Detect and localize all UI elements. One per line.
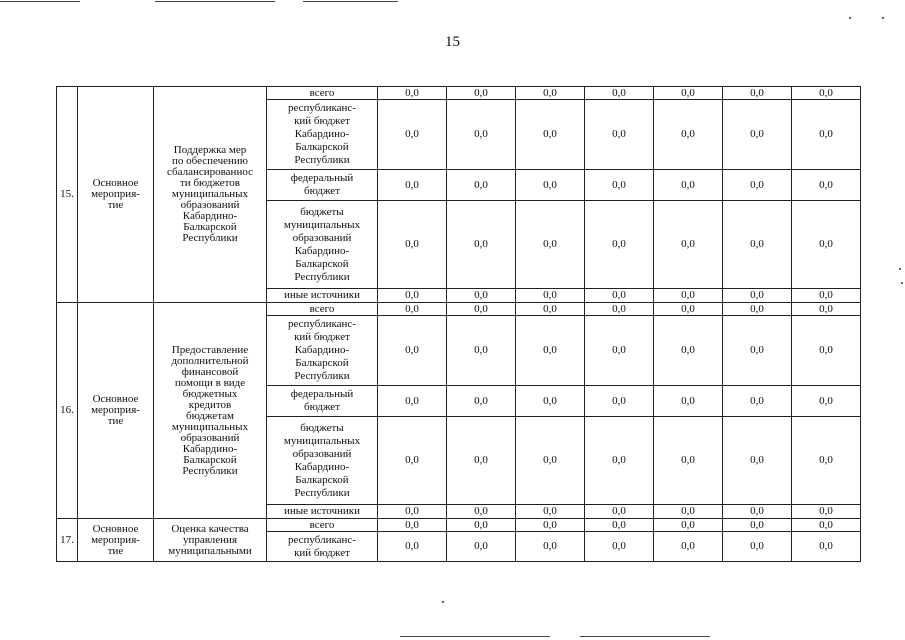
- funding-value: 0,0: [447, 201, 516, 289]
- funding-source: республиканс- кий бюджет Кабардино- Балкарской Республики: [267, 316, 378, 386]
- funding-value: 0,0: [654, 87, 723, 100]
- activity-type: Основное мероприя- тие: [78, 87, 154, 303]
- funding-value: 0,0: [378, 386, 447, 417]
- funding-value: 0,0: [378, 87, 447, 100]
- funding-source: всего: [267, 87, 378, 100]
- page-number: 15: [445, 34, 460, 50]
- funding-value: 0,0: [723, 532, 792, 562]
- scan-line-top-left: [0, 1, 80, 2]
- funding-value: 0,0: [516, 505, 585, 519]
- funding-value: 0,0: [447, 170, 516, 201]
- funding-value: 0,0: [447, 505, 516, 519]
- funding-value: 0,0: [378, 519, 447, 532]
- funding-value: 0,0: [723, 417, 792, 505]
- funding-value: 0,0: [516, 303, 585, 316]
- funding-value: 0,0: [723, 289, 792, 303]
- funding-value: 0,0: [792, 532, 861, 562]
- funding-value: 0,0: [654, 100, 723, 170]
- funding-value: 0,0: [585, 316, 654, 386]
- funding-value: 0,0: [585, 519, 654, 532]
- activity-name: Поддержка мер по обеспечению сбалансированнос ти бюджетов муниципальных образований Кабардино- Балкарской Республики: [154, 87, 267, 303]
- budget-table: [56, 86, 861, 562]
- funding-value: 0,0: [585, 417, 654, 505]
- funding-value: 0,0: [378, 100, 447, 170]
- funding-value: 0,0: [792, 519, 861, 532]
- table-row: [57, 303, 861, 316]
- scan-line-top-mid: [155, 1, 275, 2]
- funding-value: 0,0: [378, 417, 447, 505]
- funding-value: 0,0: [723, 87, 792, 100]
- funding-value: 0,0: [516, 316, 585, 386]
- funding-value: 0,0: [585, 532, 654, 562]
- funding-value: 0,0: [378, 303, 447, 316]
- funding-value: 0,0: [723, 519, 792, 532]
- row-number: 16.: [57, 303, 78, 519]
- funding-value: 0,0: [516, 100, 585, 170]
- activity-type: Основное мероприя- тие: [78, 519, 154, 562]
- funding-value: 0,0: [516, 170, 585, 201]
- funding-value: 0,0: [516, 289, 585, 303]
- row-number: 15.: [57, 87, 78, 303]
- funding-value: 0,0: [378, 201, 447, 289]
- activity-type: Основное мероприя- тие: [78, 303, 154, 519]
- funding-value: 0,0: [654, 505, 723, 519]
- funding-source: бюджеты муниципальных образований Кабардино- Балкарской Республики: [267, 417, 378, 505]
- funding-source: республиканс- кий бюджет: [267, 532, 378, 562]
- funding-source: бюджеты муниципальных образований Кабардино- Балкарской Республики: [267, 201, 378, 289]
- funding-value: 0,0: [792, 87, 861, 100]
- scan-dot: [901, 282, 903, 284]
- funding-value: 0,0: [723, 303, 792, 316]
- funding-value: 0,0: [585, 505, 654, 519]
- funding-value: 0,0: [516, 417, 585, 505]
- funding-value: 0,0: [585, 201, 654, 289]
- funding-value: 0,0: [792, 505, 861, 519]
- funding-value: 0,0: [585, 386, 654, 417]
- funding-value: 0,0: [447, 87, 516, 100]
- funding-value: 0,0: [792, 386, 861, 417]
- table-row: [57, 87, 861, 100]
- funding-value: 0,0: [378, 532, 447, 562]
- scan-dot: [899, 268, 901, 270]
- funding-value: 0,0: [447, 100, 516, 170]
- funding-value: 0,0: [792, 289, 861, 303]
- funding-value: 0,0: [585, 289, 654, 303]
- funding-value: 0,0: [378, 505, 447, 519]
- funding-value: 0,0: [654, 417, 723, 505]
- funding-value: 0,0: [792, 170, 861, 201]
- scan-line-top-right: [303, 1, 398, 2]
- funding-value: 0,0: [378, 316, 447, 386]
- funding-value: 0,0: [654, 170, 723, 201]
- funding-value: 0,0: [447, 303, 516, 316]
- funding-value: 0,0: [654, 532, 723, 562]
- table-row: [57, 519, 861, 532]
- funding-source: республиканс- кий бюджет Кабардино- Балкарской Республики: [267, 100, 378, 170]
- funding-value: 0,0: [585, 170, 654, 201]
- scan-dot: [882, 17, 884, 19]
- scan-dot: [442, 601, 444, 603]
- funding-value: 0,0: [447, 519, 516, 532]
- funding-value: 0,0: [723, 316, 792, 386]
- funding-value: 0,0: [654, 289, 723, 303]
- funding-source: всего: [267, 303, 378, 316]
- funding-value: 0,0: [516, 201, 585, 289]
- funding-value: 0,0: [585, 87, 654, 100]
- funding-value: 0,0: [447, 386, 516, 417]
- funding-value: 0,0: [723, 386, 792, 417]
- funding-value: 0,0: [723, 100, 792, 170]
- funding-value: 0,0: [723, 201, 792, 289]
- funding-value: 0,0: [447, 417, 516, 505]
- funding-source: иные источники: [267, 289, 378, 303]
- funding-value: 0,0: [516, 87, 585, 100]
- funding-value: 0,0: [723, 505, 792, 519]
- funding-source: федеральный бюджет: [267, 170, 378, 201]
- funding-value: 0,0: [792, 100, 861, 170]
- funding-value: 0,0: [654, 316, 723, 386]
- funding-source: всего: [267, 519, 378, 532]
- funding-value: 0,0: [792, 316, 861, 386]
- funding-value: 0,0: [516, 519, 585, 532]
- funding-value: 0,0: [378, 289, 447, 303]
- funding-value: 0,0: [792, 303, 861, 316]
- funding-value: 0,0: [792, 417, 861, 505]
- funding-value: 0,0: [654, 519, 723, 532]
- funding-value: 0,0: [654, 303, 723, 316]
- funding-value: 0,0: [447, 289, 516, 303]
- funding-value: 0,0: [585, 303, 654, 316]
- funding-value: 0,0: [654, 386, 723, 417]
- funding-value: 0,0: [378, 170, 447, 201]
- activity-name: Оценка качества управления муниципальными: [154, 519, 267, 562]
- funding-value: 0,0: [585, 100, 654, 170]
- row-number: 17.: [57, 519, 78, 562]
- funding-source: иные источники: [267, 505, 378, 519]
- funding-value: 0,0: [447, 316, 516, 386]
- funding-value: 0,0: [516, 532, 585, 562]
- funding-value: 0,0: [516, 386, 585, 417]
- activity-name: Предоставление дополнительной финансовой помощи в виде бюджетных кредитов бюджетам муниципальных образований Кабардино- Балкарской Республики: [154, 303, 267, 519]
- funding-source: федеральный бюджет: [267, 386, 378, 417]
- funding-value: 0,0: [447, 532, 516, 562]
- scan-line-bottom: [400, 636, 550, 637]
- funding-value: 0,0: [792, 201, 861, 289]
- scan-dot: [849, 17, 851, 19]
- scan-line-bottom-2: [580, 636, 710, 637]
- funding-value: 0,0: [654, 201, 723, 289]
- funding-value: 0,0: [723, 170, 792, 201]
